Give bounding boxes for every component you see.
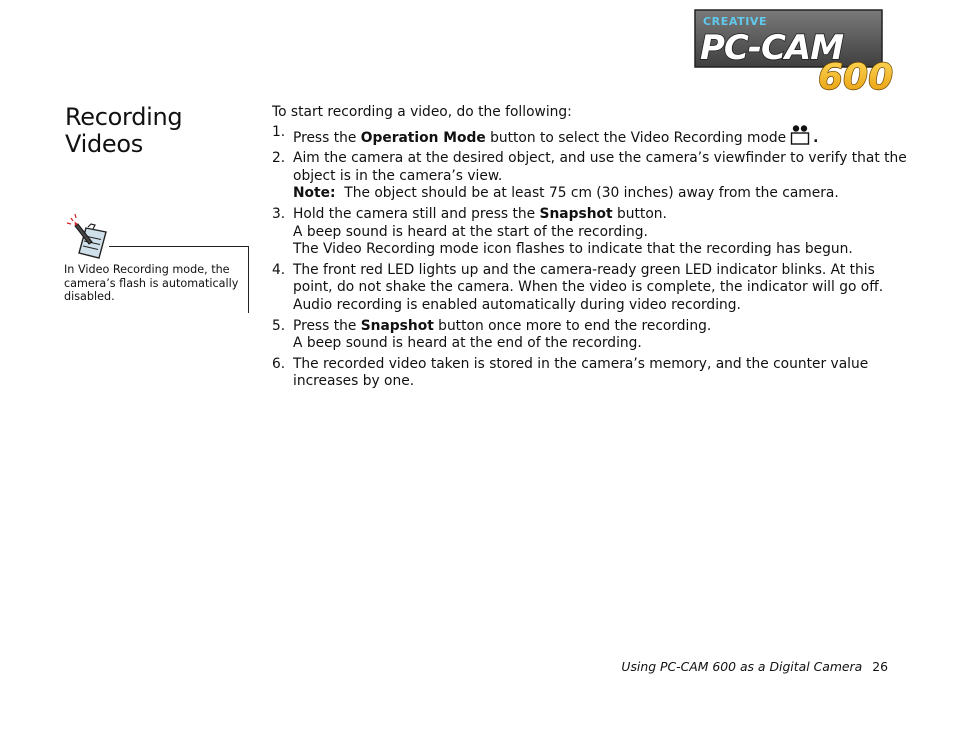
note-label: Note: (293, 185, 336, 202)
page-number: 26 (872, 659, 888, 674)
step-detail: A beep sound is heard at the end of the recording. (293, 335, 642, 352)
step-detail: The Video Recording mode icon flashes to indicate that the recording has begun. (293, 241, 853, 258)
step-text: button. (612, 205, 667, 222)
step-text-line (293, 318, 912, 336)
step-text: Hold the camera still and press the (293, 205, 540, 222)
step-text-end: . (813, 129, 819, 146)
step-detail: A beep sound is heard at the start of the recording. (293, 223, 648, 240)
step-text: button once more to end the recording. (433, 317, 712, 334)
page-title-line-2: Videos (65, 130, 143, 158)
step-4 (272, 262, 912, 315)
step-text-line (293, 206, 912, 224)
step-2 (272, 150, 912, 203)
step-6 (272, 356, 912, 391)
step-number: 2. (272, 150, 286, 167)
logo-model: 600 (818, 57, 894, 95)
note-text: The object should be at least 75 cm (30 inches) away from the camera. (335, 185, 839, 202)
step-text: Press the (293, 317, 361, 334)
page-title (65, 104, 182, 158)
page-title-line-1: Recording (65, 103, 183, 131)
sidenote-text: In Video Recording mode, the camera’s flash is automatically disabled. (64, 263, 239, 304)
step-text: The front red LED lights up and the camera-ready green LED indicator blinks. At this point, do not shake the camera. When the video is complete, the indicator will go off. (293, 261, 884, 296)
step-3 (272, 206, 912, 259)
step-text: button to select the Video Recording mode (485, 129, 787, 146)
intro-text: To start recording a video, do the following: (272, 104, 572, 120)
step-5 (272, 318, 912, 353)
snapshot-term: Snapshot (360, 317, 434, 334)
step-text: Aim the camera at the desired object, and use the camera’s viewfinder to verify that the object is in the camera’s view. (293, 150, 907, 184)
step-text: The recorded video taken is stored in the camera’s memory, and the counter value increases by one. (293, 355, 869, 390)
sidenote-rule-horizontal (109, 246, 249, 247)
step-number: 6. (272, 355, 286, 372)
step-note (293, 185, 912, 203)
step-number: 4. (272, 261, 286, 278)
page-footer (621, 659, 888, 674)
step-text: Press the (293, 129, 361, 146)
instructions (272, 104, 912, 394)
footer-title: Using PC-CAM 600 as a Digital Camera (621, 659, 863, 674)
video-camera-icon (788, 124, 812, 146)
logo-brand: CREATIVE (703, 15, 768, 28)
snapshot-term: Snapshot (539, 205, 613, 222)
step-number: 5. (272, 317, 286, 334)
step-number: 3. (272, 205, 286, 222)
logo-product: PC-CAM (700, 28, 844, 68)
pc-cam-600-logo (694, 9, 898, 95)
operation-mode-term: Operation Mode (360, 129, 486, 146)
step-1 (272, 124, 912, 148)
step-detail: Audio recording is enabled automatically during video recording. (293, 296, 741, 313)
step-number: 1. (272, 123, 286, 140)
steps-list (272, 124, 912, 391)
sidenote-rule-vertical (248, 246, 249, 313)
notepad-pencil-icon (66, 212, 110, 260)
